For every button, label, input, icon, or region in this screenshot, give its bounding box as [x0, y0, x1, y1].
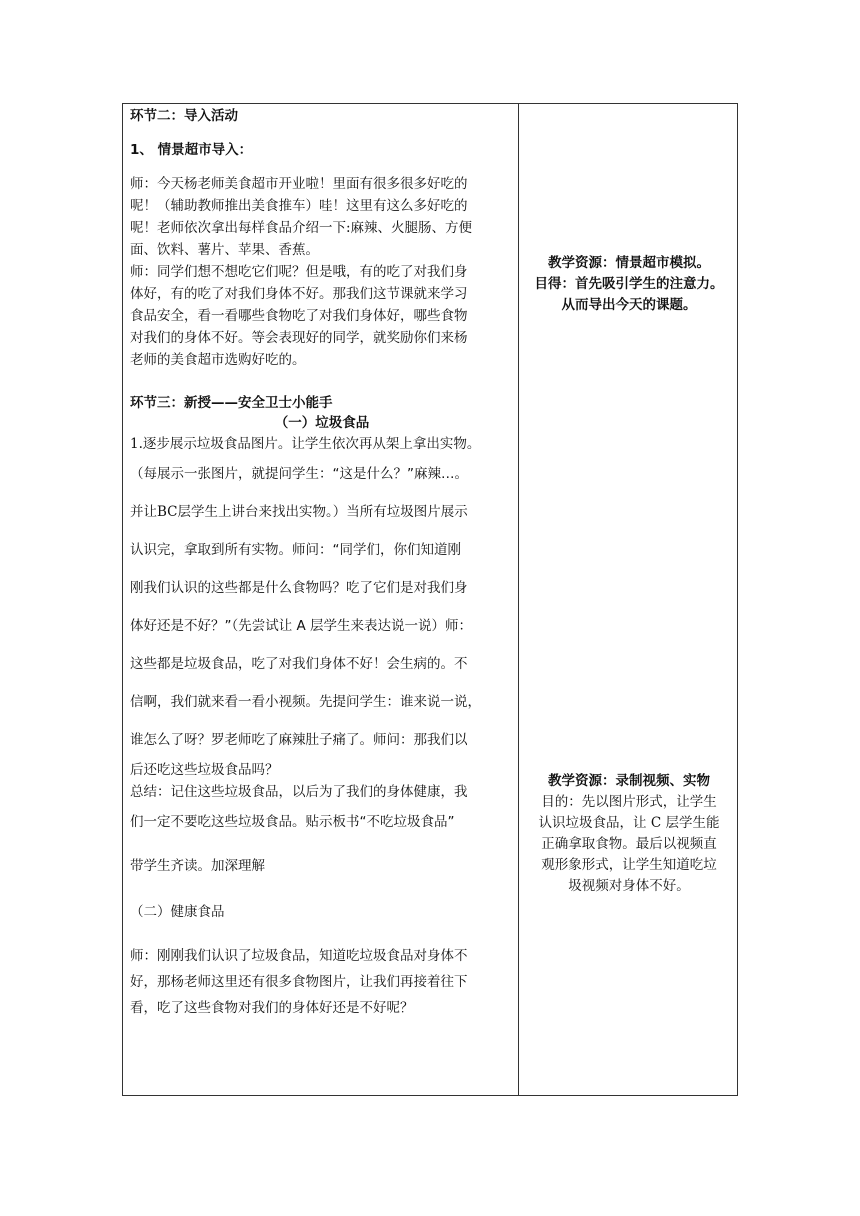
text-run: 并让	[130, 504, 157, 520]
note-line: 正确拿取食物。最后以视频直	[541, 836, 717, 852]
text-line: 呢！（辅助教师推出美食推车）哇！这里有这么多好吃的	[130, 198, 468, 214]
text-line: 食品安全，看一看哪些食物吃了对我们身体好，哪些食物	[130, 308, 468, 324]
text-line: 师：同学们想不想吃它们呢？但是哦，有的吃了对我们身	[130, 264, 468, 280]
resource-note-2	[524, 771, 734, 897]
subsection-healthy-food: （二）健康食品	[130, 904, 225, 920]
text-line: 刚我们认识的这些都是什么食物吗？吃了它们是对我们身	[130, 580, 468, 596]
text-run: BC层学生上讲台来找出实物。）当所有垃圾图片展示	[157, 504, 468, 520]
text-line: 总结：记住这些垃圾食品，以后为了我们的身体健康，我	[130, 784, 468, 800]
text-line: 师：刚刚我们认识了垃圾食品，知道吃垃圾食品对身体不	[130, 948, 468, 964]
section2-heading: 环节二：导入活动	[130, 108, 238, 124]
text-run: “同学们，你们知道刚	[332, 542, 461, 558]
text-line: 后还吃这些垃圾食品吗？	[130, 762, 279, 778]
text-line: 信啊，我们就来看一看小视频。先提问学生：谁来说一说，	[130, 694, 481, 710]
text-line	[130, 455, 514, 493]
note-title: 教学资源：录制视频、实物	[548, 773, 710, 789]
text-line: 体好还是不好？”（先尝试让 A 层学生来表达说一说）师：	[130, 618, 473, 634]
resource-note-1	[524, 253, 734, 316]
text-run: “不吃垃圾食品”	[359, 814, 455, 830]
section3-heading: 环节三：新授——安全卫士小能手	[130, 395, 333, 411]
text-line: 看，吃了这些食物对我们的身体好还是不好呢？	[130, 1000, 414, 1016]
note-line: 从而导出今天的课题。	[561, 297, 697, 313]
note-line: 目得：首先吸引学生的注意力。	[534, 276, 724, 292]
section2-subheading: 1、 情景超市导入：	[130, 142, 253, 158]
text-run: 师问：那我们以	[373, 732, 468, 748]
note-line: 教学资源：情景超市模拟。	[548, 255, 710, 271]
note-line: 圾视频对身体不好。	[568, 878, 690, 894]
text-line: 对我们的身体不好。等会表现好的同学，就奖励你们来杨	[130, 330, 468, 346]
text-run: 认识完，拿取到所有实物。师问：	[130, 542, 333, 558]
text-run: 们一定不要吃这些垃圾食品。贴示板书	[130, 814, 360, 830]
subsection-junk-food: （一）垃圾食品	[274, 415, 370, 431]
text-line: 面、饮料、薯片、苹果、香蕉。	[130, 242, 319, 258]
text-line: 这些都是垃圾食品，吃了对我们身体不好！会生病的。不	[130, 656, 468, 672]
text-line: 1.逐步展示垃圾食品图片。让学生依次再从架上拿出实物。	[130, 436, 481, 452]
text-line: 带学生齐读。加深理解	[130, 858, 265, 874]
text-line: 师：今天杨老师美食超市开业啦！里面有很多很多好吃的	[130, 176, 468, 192]
text-run: “这是什么？”麻辣…。	[332, 466, 468, 482]
text-line: 好，那杨老师这里还有很多食物图片，让我们再接着往下	[130, 974, 468, 990]
text-line: 体好，有的吃了对我们身体不好。那我们这节课就来学习	[130, 286, 468, 302]
text-line	[130, 531, 514, 569]
text-line	[130, 493, 514, 531]
note-line: 观形象形式，让学生知道吃垃	[541, 857, 717, 873]
note-line: 认识垃圾食品，让 C 层学生能	[538, 815, 720, 831]
text-line	[130, 803, 514, 841]
text-line	[130, 721, 514, 759]
note-line: 目的：先以图片形式，让学生	[541, 794, 717, 810]
text-run: 谁怎么了呀？罗老师吃了麻辣肚子痛了。	[130, 732, 373, 748]
column-divider	[518, 103, 519, 1096]
text-line: 呢！老师依次拿出每样食品介绍一下:麻辣、火腿肠、方便	[130, 220, 473, 236]
left-column	[130, 106, 514, 1021]
text-run: （每展示一张图片，就提问学生：	[130, 466, 333, 482]
text-line: 老师的美食超市选购好吃的。	[130, 352, 306, 368]
